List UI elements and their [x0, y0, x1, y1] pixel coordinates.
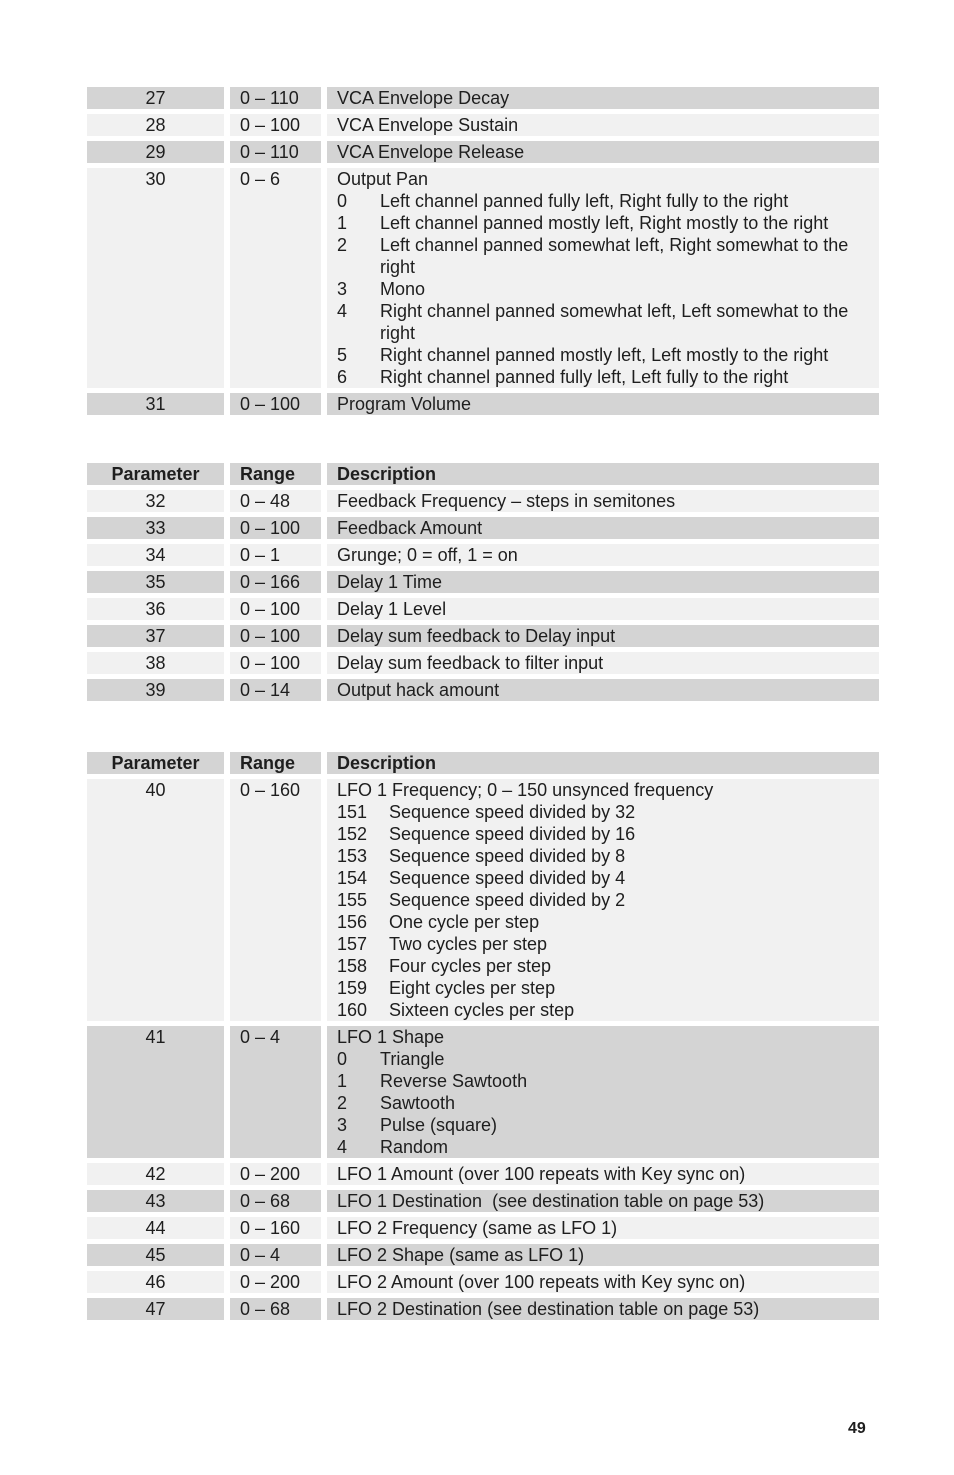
- table-row: [87, 114, 879, 136]
- option-text: Sequence speed divided by 16: [389, 824, 636, 844]
- option-item: [337, 867, 879, 889]
- table-row: [87, 544, 879, 566]
- parameter-table-1: [87, 87, 879, 420]
- description-title: LFO 1 Shape: [337, 1027, 445, 1047]
- parameter-cell: 43: [87, 1190, 224, 1212]
- option-text: Sixteen cycles per step: [389, 1000, 575, 1020]
- range-cell: 0 – 160: [230, 1217, 321, 1239]
- parameter-cell: 36: [87, 598, 224, 620]
- description-cell: Delay sum feedback to filter input: [327, 652, 879, 674]
- range-cell: 0 – 110: [230, 141, 321, 163]
- parameter-cell: 42: [87, 1163, 224, 1185]
- range-cell: 0 – 1: [230, 544, 321, 566]
- option-item: [337, 1136, 879, 1158]
- range-cell: 0 – 200: [230, 1271, 321, 1293]
- option-text: Four cycles per step: [389, 956, 552, 976]
- option-item: [337, 889, 879, 911]
- header-parameter: Parameter: [87, 752, 224, 774]
- option-text: Sequence speed divided by 4: [389, 868, 626, 888]
- table-row: [87, 87, 879, 109]
- option-item: [337, 845, 879, 867]
- option-number: 157: [337, 934, 368, 954]
- option-number: 155: [337, 890, 368, 910]
- option-item: [337, 366, 879, 388]
- range-cell: 0 – 14: [230, 679, 321, 701]
- option-number: 2: [337, 235, 348, 255]
- parameter-cell: 35: [87, 571, 224, 593]
- option-item: [337, 234, 879, 278]
- description-cell: Output hack amount: [327, 679, 879, 701]
- option-text: Left channel panned mostly left, Right mostly to the right: [380, 213, 829, 233]
- parameter-cell: 45: [87, 1244, 224, 1266]
- range-cell: 0 – 100: [230, 114, 321, 136]
- option-text: Eight cycles per step: [389, 978, 556, 998]
- description-cell: Delay 1 Time: [327, 571, 879, 593]
- table-row: [87, 652, 879, 674]
- parameter-cell: 33: [87, 517, 224, 539]
- option-item: [337, 977, 879, 999]
- parameter-table-3: [87, 752, 879, 1325]
- range-cell: 0 – 100: [230, 598, 321, 620]
- table-header-row: [87, 463, 879, 485]
- header-range: Range: [230, 463, 321, 485]
- description-cell: VCA Envelope Release: [327, 141, 879, 163]
- range-cell: 0 – 110: [230, 87, 321, 109]
- option-number: 6: [337, 367, 348, 387]
- table-row: [87, 141, 879, 163]
- description-cell: Program Volume: [327, 393, 879, 415]
- range-cell: 0 – 166: [230, 571, 321, 593]
- option-text: One cycle per step: [389, 912, 540, 932]
- range-cell: 0 – 4: [230, 1244, 321, 1266]
- option-number: 160: [337, 1000, 368, 1020]
- table-row: [87, 393, 879, 415]
- range-cell: 0 – 68: [230, 1190, 321, 1212]
- table-row: [87, 625, 879, 647]
- description-cell: VCA Envelope Sustain: [327, 114, 879, 136]
- option-item: [337, 1114, 879, 1136]
- parameter-cell: 39: [87, 679, 224, 701]
- table-row: [87, 1298, 879, 1320]
- option-text: Random: [380, 1137, 449, 1157]
- description-cell: [327, 168, 879, 388]
- description-cell: [327, 779, 879, 1021]
- range-cell: 0 – 100: [230, 652, 321, 674]
- table-row: [87, 1163, 879, 1185]
- option-text: Left channel panned somewhat left, Right somewhat to the right: [380, 235, 849, 277]
- page-number: 49: [848, 1420, 866, 1437]
- table-row: [87, 1217, 879, 1239]
- option-number: 0: [337, 191, 348, 211]
- parameter-table-2: [87, 463, 879, 706]
- option-item: [337, 955, 879, 977]
- option-item: [337, 801, 879, 823]
- description-title: LFO 1 Frequency; 0 – 150 unsynced frequency: [337, 780, 714, 800]
- description-cell: LFO 2 Destination (see destination table on page 53): [327, 1298, 879, 1320]
- description-cell: LFO 1 Destination (see destination table on page 53): [327, 1190, 879, 1212]
- option-text: Left channel panned fully left, Right fully to the right: [380, 191, 789, 211]
- description-cell: Delay sum feedback to Delay input: [327, 625, 879, 647]
- option-number: 0: [337, 1049, 348, 1069]
- header-parameter: Parameter: [87, 463, 224, 485]
- header-description: Description: [327, 752, 879, 774]
- option-text: Pulse (square): [380, 1115, 498, 1135]
- table-row: [87, 1271, 879, 1293]
- parameter-cell: 37: [87, 625, 224, 647]
- parameter-cell: 28: [87, 114, 224, 136]
- option-item: [337, 1070, 879, 1092]
- option-number: 1: [337, 213, 348, 233]
- option-item: [337, 823, 879, 845]
- option-number: 1: [337, 1071, 348, 1091]
- table-row: [87, 1244, 879, 1266]
- option-text: Two cycles per step: [389, 934, 548, 954]
- parameter-cell: 44: [87, 1217, 224, 1239]
- option-text: Triangle: [380, 1049, 445, 1069]
- option-text: Reverse Sawtooth: [380, 1071, 528, 1091]
- option-number: 158: [337, 956, 368, 976]
- description-cell: Feedback Amount: [327, 517, 879, 539]
- option-text: Sequence speed divided by 8: [389, 846, 626, 866]
- table-row: [87, 779, 879, 1021]
- description-cell: LFO 2 Amount (over 100 repeats with Key sync on): [327, 1271, 879, 1293]
- parameter-cell: 32: [87, 490, 224, 512]
- parameter-cell: 47: [87, 1298, 224, 1320]
- option-number: 4: [337, 1137, 348, 1157]
- description-cell: LFO 2 Frequency (same as LFO 1): [327, 1217, 879, 1239]
- option-number: 154: [337, 868, 368, 888]
- option-text: Sequence speed divided by 32: [389, 802, 636, 822]
- description-cell: Grunge; 0 = off, 1 = on: [327, 544, 879, 566]
- range-cell: 0 – 200: [230, 1163, 321, 1185]
- parameter-cell: 30: [87, 168, 224, 388]
- option-item: [337, 1048, 879, 1070]
- table-row: [87, 517, 879, 539]
- option-text: Sequence speed divided by 2: [389, 890, 626, 910]
- option-number: 3: [337, 1115, 348, 1135]
- range-cell: 0 – 100: [230, 517, 321, 539]
- table-row: [87, 1026, 879, 1158]
- parameter-cell: 46: [87, 1271, 224, 1293]
- option-item: [337, 999, 879, 1021]
- description-cell: LFO 2 Shape (same as LFO 1): [327, 1244, 879, 1266]
- parameter-cell: 27: [87, 87, 224, 109]
- option-item: [337, 278, 879, 300]
- range-cell: 0 – 160: [230, 779, 321, 1021]
- description-cell: [327, 1026, 879, 1158]
- header-range: Range: [230, 752, 321, 774]
- option-number: 4: [337, 301, 348, 321]
- option-item: [337, 300, 879, 344]
- table-row: [87, 598, 879, 620]
- parameter-cell: 38: [87, 652, 224, 674]
- parameter-cell: 41: [87, 1026, 224, 1158]
- parameter-cell: 29: [87, 141, 224, 163]
- option-item: [337, 212, 879, 234]
- option-text: Right channel panned fully left, Left fully to the right: [380, 367, 789, 387]
- option-item: [337, 933, 879, 955]
- option-item: [337, 190, 879, 212]
- option-number: 2: [337, 1093, 348, 1113]
- option-number: 159: [337, 978, 368, 998]
- option-text: Right channel panned mostly left, Left mostly to the right: [380, 345, 829, 365]
- option-number: 156: [337, 912, 368, 932]
- header-description: Description: [327, 463, 879, 485]
- option-text: Right channel panned somewhat left, Left somewhat to the right: [380, 301, 849, 343]
- range-cell: 0 – 68: [230, 1298, 321, 1320]
- table-header-row: [87, 752, 879, 774]
- option-item: [337, 344, 879, 366]
- description-cell: Feedback Frequency – steps in semitones: [327, 490, 879, 512]
- range-cell: 0 – 48: [230, 490, 321, 512]
- range-cell: 0 – 100: [230, 625, 321, 647]
- description-cell: VCA Envelope Decay: [327, 87, 879, 109]
- option-number: 152: [337, 824, 368, 844]
- table-row: [87, 1190, 879, 1212]
- table-row: [87, 490, 879, 512]
- option-number: 151: [337, 802, 368, 822]
- table-row: [87, 168, 879, 388]
- parameter-cell: 40: [87, 779, 224, 1021]
- option-item: [337, 911, 879, 933]
- parameter-cell: 31: [87, 393, 224, 415]
- description-cell: Delay 1 Level: [327, 598, 879, 620]
- option-text: Sawtooth: [380, 1093, 456, 1113]
- description-title: Output Pan: [337, 169, 429, 189]
- option-number: 5: [337, 345, 348, 365]
- range-cell: 0 – 100: [230, 393, 321, 415]
- range-cell: 0 – 6: [230, 168, 321, 388]
- range-cell: 0 – 4: [230, 1026, 321, 1158]
- option-number: 3: [337, 279, 348, 299]
- table-row: [87, 679, 879, 701]
- parameter-cell: 34: [87, 544, 224, 566]
- option-text: Mono: [380, 279, 426, 299]
- description-cell: LFO 1 Amount (over 100 repeats with Key sync on): [327, 1163, 879, 1185]
- option-number: 153: [337, 846, 368, 866]
- option-item: [337, 1092, 879, 1114]
- table-row: [87, 571, 879, 593]
